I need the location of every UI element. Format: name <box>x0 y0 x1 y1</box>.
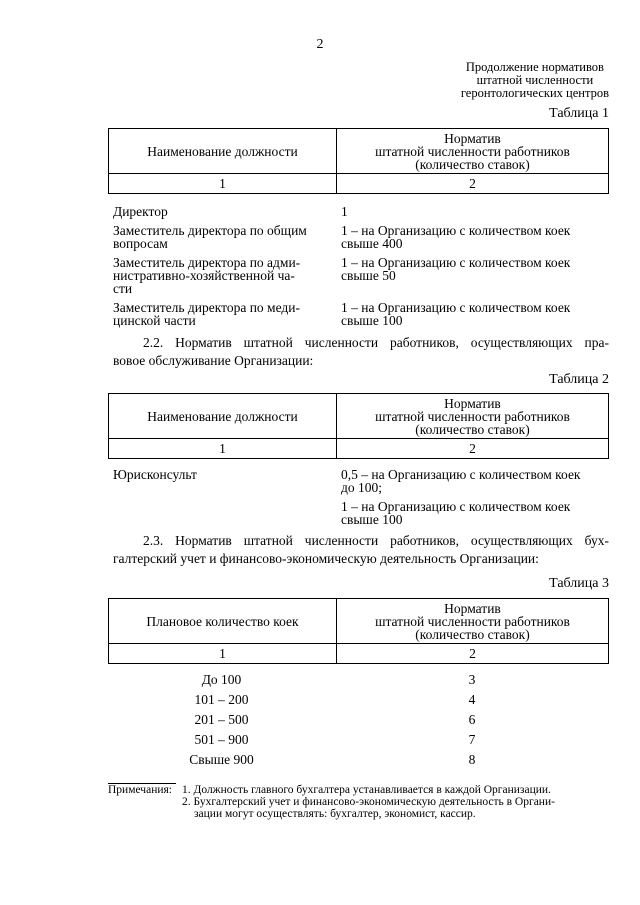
position-norm-line: 1 – на Организацию с количеством коек <box>341 300 571 315</box>
position-name <box>113 301 333 327</box>
note-2 <box>182 796 612 820</box>
paragraph-2-2 <box>113 334 609 352</box>
position-name-line: Заместитель директора по общим <box>113 223 307 238</box>
table3-col2-header-l1: Норматив <box>444 600 501 616</box>
position-norm <box>341 256 609 282</box>
table2-header <box>108 393 609 459</box>
position-norm-line: 1 – на Организацию с количеством коек <box>341 223 571 238</box>
table2-col2-header-l2: штатной численности работников <box>375 408 570 424</box>
position-name-line: нистративно-хозяйственной ча- <box>113 268 295 283</box>
position-name: Директор <box>113 204 168 219</box>
table3-beds-1: До 100 <box>201 672 242 687</box>
table2-col2-header-l1: Норматив <box>444 395 501 411</box>
table3-beds-4: 501 – 900 <box>194 732 249 747</box>
paragraph-line: 2.2. Норматив штатной численности работников, осуществляющих пра- <box>143 335 609 350</box>
table3-col1-number: 1 <box>109 644 337 664</box>
position-norm-line: свыше 50 <box>341 268 396 283</box>
position-name <box>113 256 333 295</box>
table1-col1-header: Наименование должности <box>109 129 337 174</box>
paragraph-2-3-cont: галтерский учет и финансово-экономическую деятельность Организации: <box>113 551 539 566</box>
position-norm <box>341 224 609 250</box>
table1-header <box>108 128 609 194</box>
position-norm-line: свыше 100 <box>341 512 403 527</box>
position-name-line: вопросам <box>113 236 168 251</box>
note-line: зации могут осуществлять: бухгалтер, экономист, кассир. <box>194 808 476 820</box>
table3-beds-3: 201 – 500 <box>194 712 249 727</box>
position-norm-line: свыше 100 <box>341 313 403 328</box>
position-norm-line: 1 – на Организацию с количеством коек <box>341 255 571 270</box>
table3-beds-2: 101 – 200 <box>194 692 249 707</box>
table2-col2-number: 2 <box>337 439 609 459</box>
position-name-line: Заместитель директора по меди- <box>113 300 301 315</box>
position-name-line: цинской части <box>113 313 196 328</box>
position-name-line: Заместитель директора по адми- <box>113 255 301 270</box>
table1-col2-header-l2: штатной численности работников <box>375 143 570 159</box>
table1-col2-header <box>337 129 609 174</box>
table3-col2-header-l3: (количество ставок) <box>415 626 530 642</box>
paragraph-2-2-cont: вовое обслуживание Организации: <box>113 353 314 368</box>
position-norm-line: до 100; <box>341 480 382 495</box>
table3-norm-5: 8 <box>468 752 476 767</box>
table3-col2-header-l2: штатной численности работников <box>375 613 570 629</box>
page-number: 2 <box>316 37 324 52</box>
table3-label: Таблица 3 <box>549 576 609 591</box>
table3-header <box>108 598 609 664</box>
table2-col1-number: 1 <box>109 439 337 459</box>
table2-label: Таблица 2 <box>549 372 609 387</box>
header-line-1: Продолжение нормативов <box>465 60 604 74</box>
position-norm <box>341 301 609 327</box>
note-1: 1. Должность главного бухгалтера устанавливается в каждой Организации. <box>182 784 551 796</box>
table2-col2-header-l3: (количество ставок) <box>415 421 530 437</box>
table3-norm-1: 3 <box>468 672 476 687</box>
table3-col2-header <box>337 599 609 644</box>
notes-label: Примечания: <box>108 784 172 796</box>
header-line-3: геронтологических центров <box>460 86 609 100</box>
position-name <box>113 224 333 250</box>
table3-beds-5: Свыше 900 <box>189 752 254 767</box>
table1-col1-number: 1 <box>109 174 337 194</box>
paragraph-2-3 <box>113 532 609 550</box>
table2-col1-header: Наименование должности <box>109 394 337 439</box>
table3-col1-header: Плановое количество коек <box>109 599 337 644</box>
paragraph-line: 2.3. Норматив штатной численности работников, осуществляющих бух- <box>143 533 609 548</box>
note-line: 2. Бухгалтерский учет и финансово-экономическую деятельность в Органи- <box>182 796 555 808</box>
position-name: Юрисконсульт <box>113 467 197 482</box>
table1-label: Таблица 1 <box>549 106 609 121</box>
table3-col2-number: 2 <box>337 644 609 664</box>
position-name-line: сти <box>113 281 133 296</box>
table2-col2-header <box>337 394 609 439</box>
position-norm-line: свыше 400 <box>341 236 403 251</box>
position-norm <box>341 468 609 526</box>
position-norm-line: 1 – на Организацию с количеством коек <box>341 499 571 514</box>
table1-col2-header-l3: (количество ставок) <box>415 156 530 172</box>
table3-norm-2: 4 <box>468 692 476 707</box>
position-norm: 1 <box>341 204 348 219</box>
table3-norm-4: 7 <box>468 732 476 747</box>
position-norm-line: 0,5 – на Организацию с количеством коек <box>341 467 581 482</box>
table1-col2-header-l1: Норматив <box>444 130 501 146</box>
table1-col2-number: 2 <box>337 174 609 194</box>
running-header <box>461 61 609 100</box>
header-line-2: штатной численности <box>476 73 594 87</box>
table3-norm-3: 6 <box>468 712 476 727</box>
